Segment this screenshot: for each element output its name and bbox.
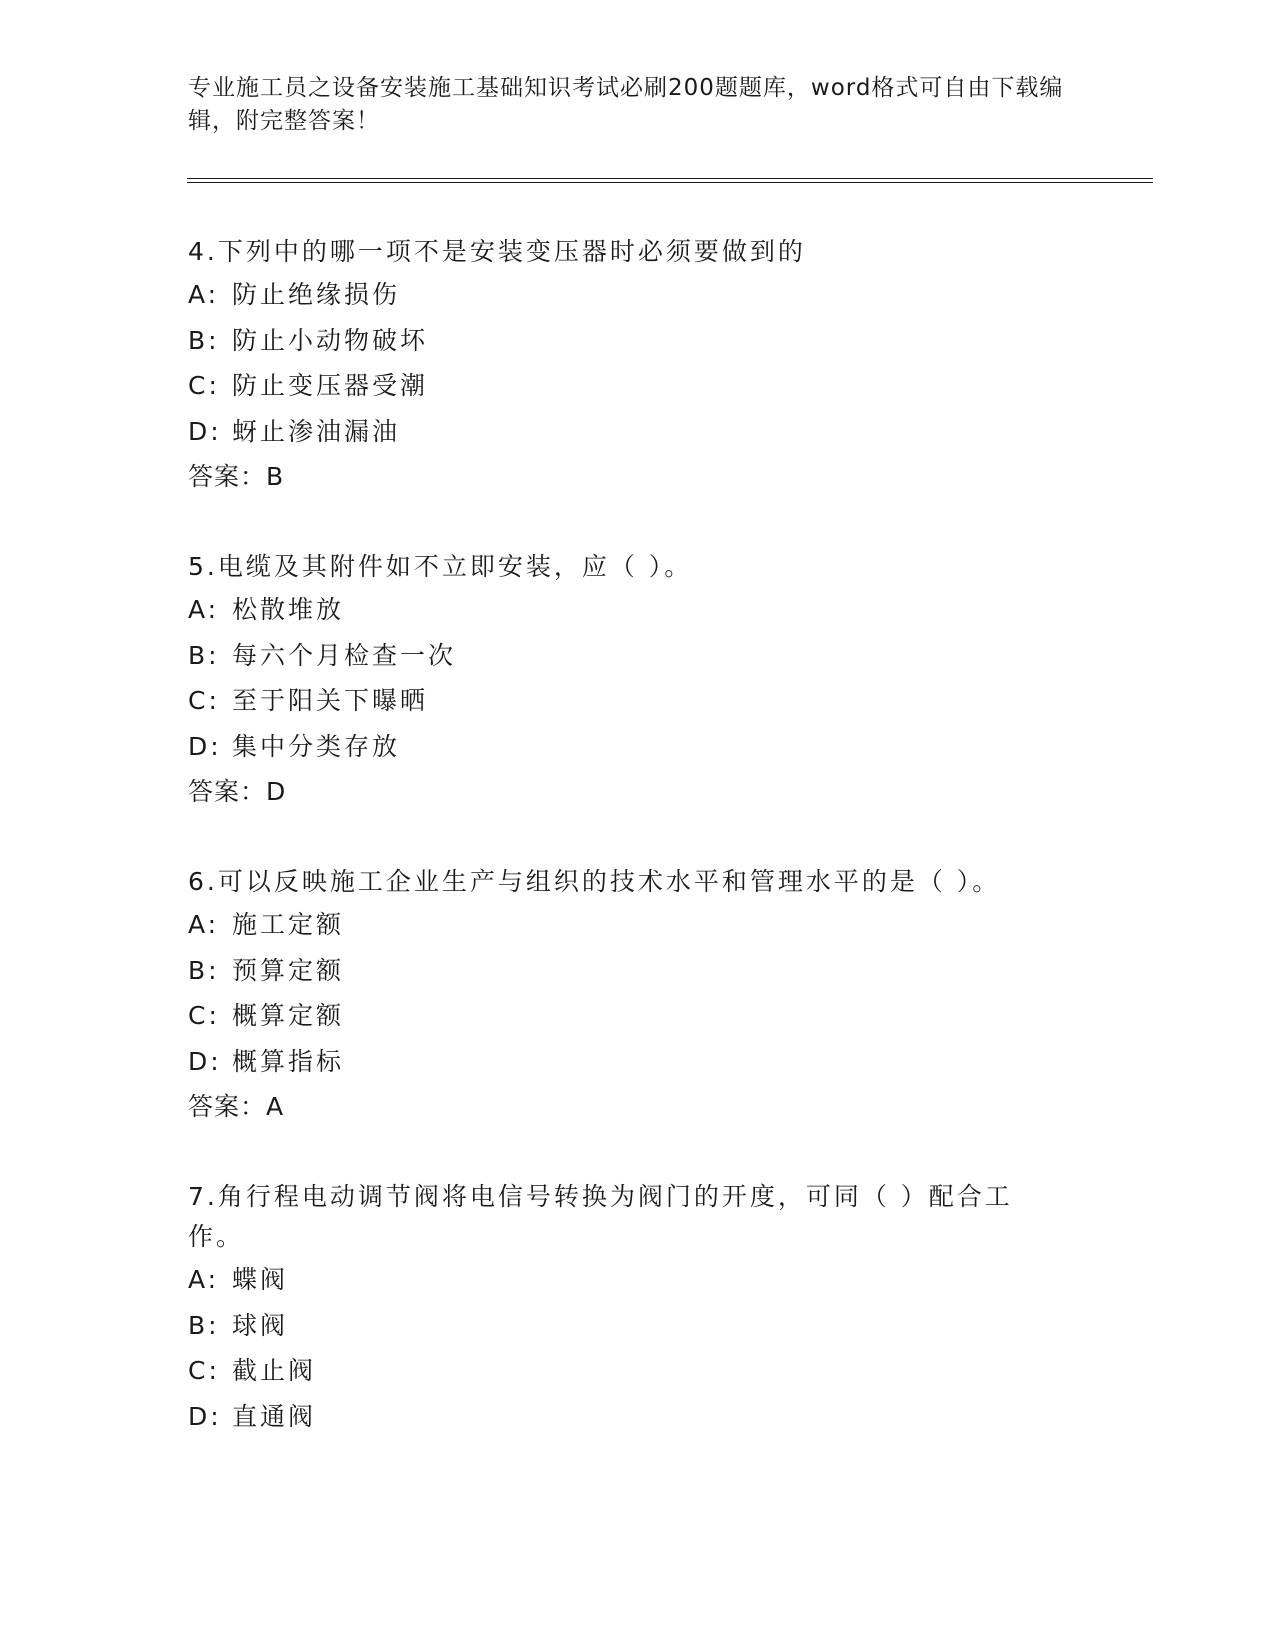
option-letter: B: bbox=[188, 955, 220, 985]
option-a bbox=[188, 272, 1088, 318]
question-4 bbox=[188, 232, 1088, 500]
option-d bbox=[188, 724, 1088, 770]
option-text: 集中分类存放 bbox=[232, 731, 401, 761]
option-text: 预算定额 bbox=[232, 955, 345, 985]
answer-value: B bbox=[266, 462, 285, 491]
option-text: 防止小动物破坏 bbox=[232, 325, 429, 355]
answer-value: A bbox=[266, 1092, 285, 1121]
question-6 bbox=[188, 862, 1088, 1130]
option-d bbox=[188, 409, 1088, 455]
option-letter: D: bbox=[188, 1046, 222, 1076]
option-a bbox=[188, 902, 1088, 948]
option-text: 蚜止渗油漏油 bbox=[232, 416, 401, 446]
option-text: 防止绝缘损伤 bbox=[232, 280, 401, 309]
answer-label: 答案： bbox=[188, 1092, 267, 1121]
option-d bbox=[188, 1039, 1088, 1085]
option-b bbox=[188, 633, 1088, 679]
option-text: 蝶阀 bbox=[232, 1265, 289, 1294]
option-letter: C: bbox=[188, 371, 220, 400]
option-text: 球阀 bbox=[232, 1310, 289, 1340]
option-text: 直通阀 bbox=[232, 1401, 317, 1431]
option-b bbox=[188, 1303, 1088, 1349]
option-c bbox=[188, 678, 1088, 724]
option-text: 施工定额 bbox=[232, 910, 345, 939]
option-letter: C: bbox=[188, 1001, 220, 1030]
answer-line bbox=[188, 454, 1088, 500]
option-letter: C: bbox=[188, 686, 220, 715]
option-letter: A: bbox=[188, 280, 220, 309]
header-double-rule bbox=[187, 178, 1153, 183]
option-letter: B: bbox=[188, 1310, 220, 1340]
answer-line bbox=[188, 769, 1088, 815]
answer-value: D bbox=[266, 777, 287, 806]
option-b bbox=[188, 948, 1088, 994]
option-letter: B: bbox=[188, 325, 220, 355]
option-text: 截止阀 bbox=[232, 1356, 317, 1385]
option-text: 概算定额 bbox=[232, 1001, 345, 1030]
option-letter: A: bbox=[188, 910, 220, 939]
option-c bbox=[188, 993, 1088, 1039]
question-5 bbox=[188, 547, 1088, 815]
option-d bbox=[188, 1394, 1088, 1440]
option-letter: C: bbox=[188, 1356, 220, 1385]
option-text: 防止变压器受潮 bbox=[232, 371, 429, 400]
option-letter: D: bbox=[188, 1401, 222, 1431]
option-letter: A: bbox=[188, 1265, 220, 1294]
option-letter: D: bbox=[188, 731, 222, 761]
question-stem: 6.可以反映施工企业生产与组织的技术水平和管理水平的是（ ）。 bbox=[188, 867, 1001, 896]
option-letter: D: bbox=[188, 416, 222, 446]
option-a bbox=[188, 1257, 1088, 1303]
option-b bbox=[188, 318, 1088, 364]
option-a bbox=[188, 587, 1088, 633]
question-7 bbox=[188, 1177, 1088, 1439]
question-stem: 7.角行程电动调节阀将电信号转换为阀门的开度，可同（ ）配合工作。 bbox=[188, 1182, 1013, 1251]
option-letter: B: bbox=[188, 640, 220, 670]
question-stem: 5.电缆及其附件如不立即安装，应（ ）。 bbox=[188, 552, 693, 581]
document-header: 专业施工员之设备安装施工基础知识考试必刷200题题库，word格式可自由下载编辑，附完整答案！ bbox=[188, 75, 1064, 134]
option-text: 每六个月检查一次 bbox=[232, 640, 457, 670]
option-text: 至于阳关下曝晒 bbox=[232, 686, 429, 715]
option-letter: A: bbox=[188, 595, 220, 624]
answer-label: 答案： bbox=[188, 777, 267, 806]
option-c bbox=[188, 363, 1088, 409]
question-stem: 4.下列中的哪一项不是安装变压器时必须要做到的 bbox=[188, 237, 806, 266]
answer-line bbox=[188, 1084, 1088, 1130]
answer-label: 答案： bbox=[188, 462, 267, 491]
option-c bbox=[188, 1348, 1088, 1394]
option-text: 概算指标 bbox=[232, 1046, 345, 1076]
option-text: 松散堆放 bbox=[232, 595, 345, 624]
